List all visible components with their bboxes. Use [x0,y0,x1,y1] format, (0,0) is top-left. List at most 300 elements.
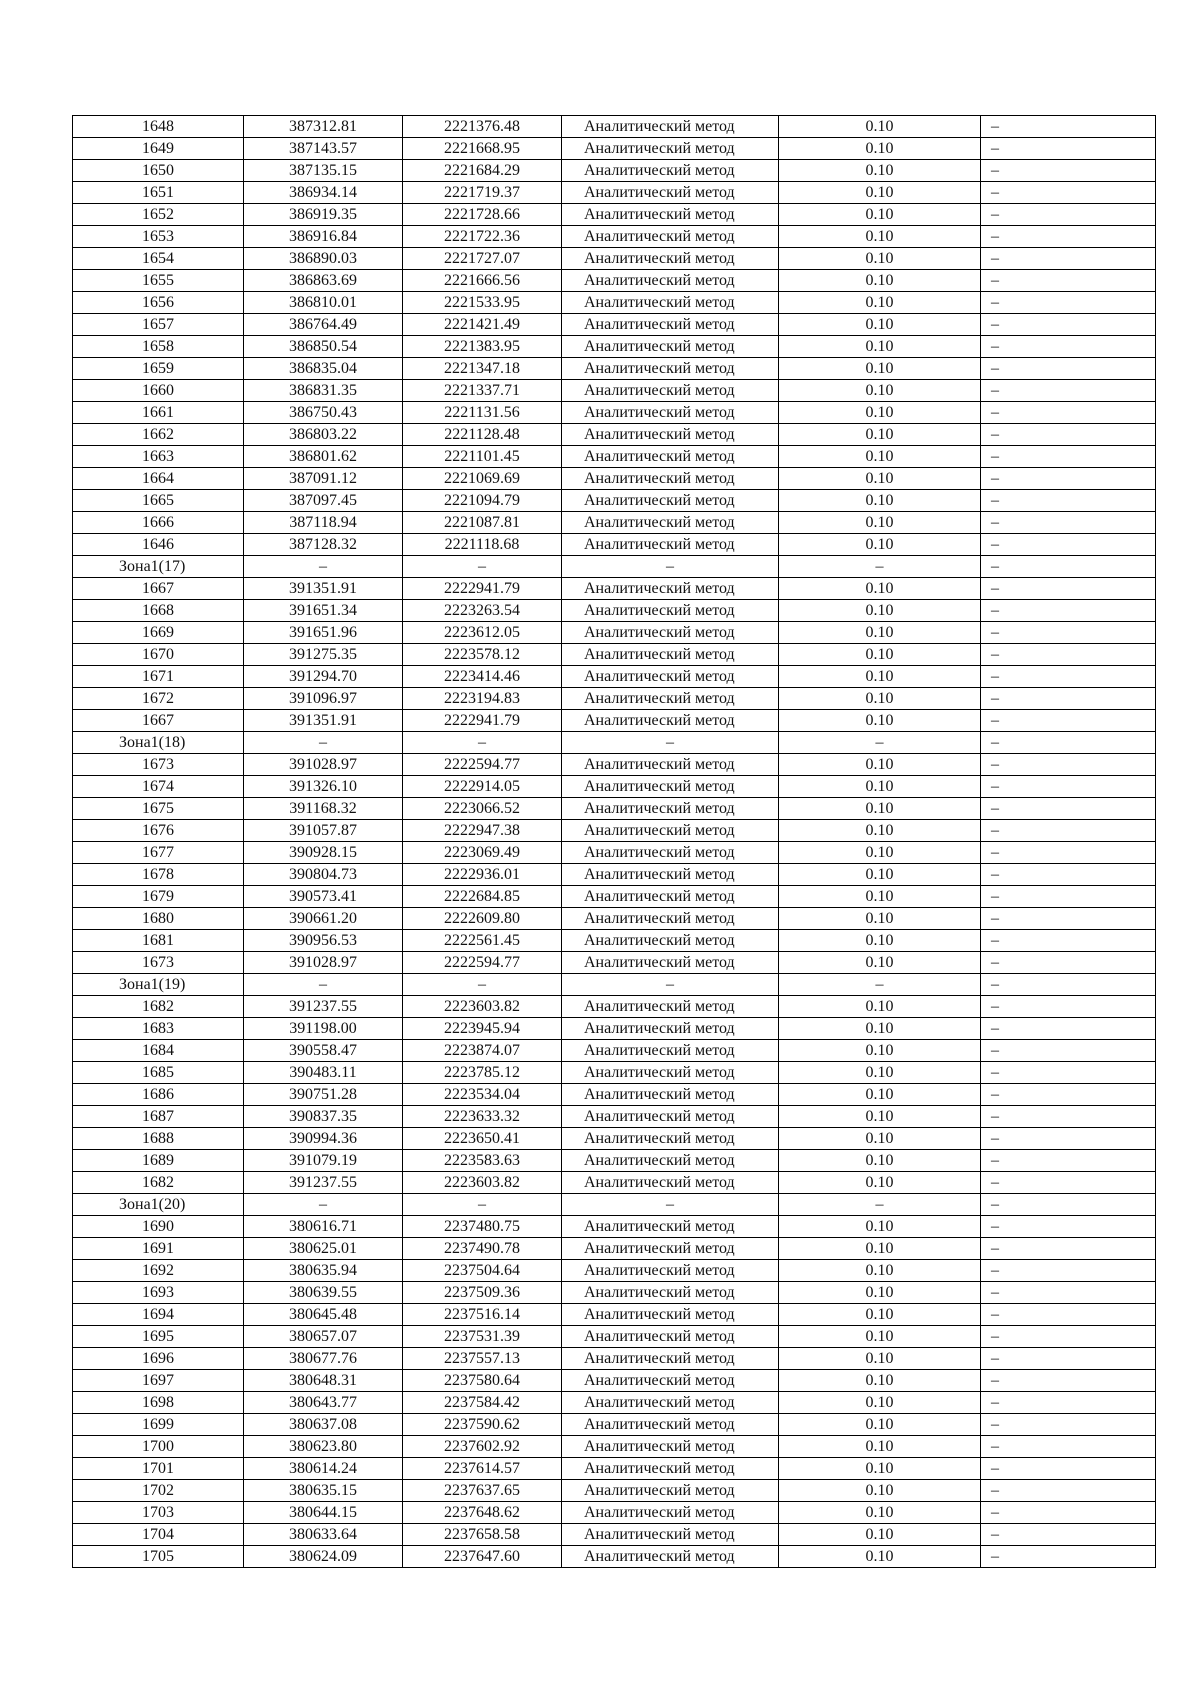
table-row [73,1546,1156,1568]
point-number-cell: 1658 [73,336,244,358]
table-row [73,666,1156,688]
point-number-cell: 1653 [73,226,244,248]
accuracy-cell: 0.10 [779,1524,981,1546]
x-coordinate-cell: 391057.87 [244,820,403,842]
accuracy-cell: 0.10 [779,1348,981,1370]
table-row [73,358,1156,380]
accuracy-cell: 0.10 [779,380,981,402]
note-cell: – [981,270,1156,292]
table-row [73,1018,1156,1040]
note-cell: – [981,776,1156,798]
method-cell: Аналитический метод [562,512,779,534]
table-row [73,1238,1156,1260]
method-cell: Аналитический метод [562,182,779,204]
y-coordinate-cell: 2221101.45 [403,446,562,468]
method-cell: Аналитический метод [562,1546,779,1568]
y-coordinate-cell: 2223578.12 [403,644,562,666]
point-number-cell: 1701 [73,1458,244,1480]
point-number-cell: 1673 [73,754,244,776]
point-number-cell: 1674 [73,776,244,798]
method-cell: Аналитический метод [562,776,779,798]
note-cell: – [981,952,1156,974]
point-number-cell: 1695 [73,1326,244,1348]
y-coordinate-cell: 2222561.45 [403,930,562,952]
x-coordinate-cell: 391096.97 [244,688,403,710]
accuracy-cell: – [779,1194,981,1216]
point-number-cell: 1652 [73,204,244,226]
zone-label-cell: Зона1(17) [73,556,244,578]
y-coordinate-cell: 2223650.41 [403,1128,562,1150]
table-row [73,116,1156,138]
accuracy-cell: 0.10 [779,248,981,270]
zone-header-row [73,1194,1156,1216]
method-cell: Аналитический метод [562,292,779,314]
y-coordinate-cell: 2237490.78 [403,1238,562,1260]
point-number-cell: 1662 [73,424,244,446]
accuracy-cell: 0.10 [779,908,981,930]
method-cell: Аналитический метод [562,402,779,424]
note-cell: – [981,446,1156,468]
note-cell: – [981,732,1156,754]
y-coordinate-cell: 2237509.36 [403,1282,562,1304]
note-cell: – [981,1150,1156,1172]
point-number-cell: 1650 [73,160,244,182]
point-number-cell: 1665 [73,490,244,512]
y-coordinate-cell: 2223069.49 [403,842,562,864]
zone-header-row [73,732,1156,754]
table-row [73,1062,1156,1084]
y-coordinate-cell: 2237648.62 [403,1502,562,1524]
method-cell: Аналитический метод [562,1458,779,1480]
method-cell: Аналитический метод [562,1436,779,1458]
method-cell: Аналитический метод [562,886,779,908]
point-number-cell: 1703 [73,1502,244,1524]
y-coordinate-cell: 2237580.64 [403,1370,562,1392]
method-cell: Аналитический метод [562,1106,779,1128]
point-number-cell: 1685 [73,1062,244,1084]
x-coordinate-cell: 386764.49 [244,314,403,336]
point-number-cell: 1672 [73,688,244,710]
table-row [73,402,1156,424]
note-cell: – [981,974,1156,996]
note-cell: – [981,138,1156,160]
accuracy-cell: 0.10 [779,1238,981,1260]
y-coordinate-cell: 2221087.81 [403,512,562,534]
note-cell: – [981,314,1156,336]
note-cell: – [981,336,1156,358]
method-cell: Аналитический метод [562,1392,779,1414]
point-number-cell: 1680 [73,908,244,930]
accuracy-cell: 0.10 [779,1106,981,1128]
accuracy-cell: 0.10 [779,358,981,380]
y-coordinate-cell: 2221722.36 [403,226,562,248]
point-number-cell: 1678 [73,864,244,886]
table-row [73,1216,1156,1238]
note-cell: – [981,1436,1156,1458]
y-coordinate-cell: 2237637.65 [403,1480,562,1502]
note-cell: – [981,622,1156,644]
x-coordinate-cell: 380635.15 [244,1480,403,1502]
method-cell: Аналитический метод [562,666,779,688]
x-coordinate-cell: 387097.45 [244,490,403,512]
y-coordinate-cell: 2223633.32 [403,1106,562,1128]
method-cell: Аналитический метод [562,688,779,710]
table-row [73,1436,1156,1458]
point-number-cell: 1676 [73,820,244,842]
x-coordinate-cell: 387143.57 [244,138,403,160]
x-coordinate-cell: 380616.71 [244,1216,403,1238]
point-number-cell: 1648 [73,116,244,138]
x-coordinate-cell: 380637.08 [244,1414,403,1436]
y-coordinate-cell: 2237590.62 [403,1414,562,1436]
table-row [73,1282,1156,1304]
point-number-cell: 1687 [73,1106,244,1128]
accuracy-cell: 0.10 [779,1414,981,1436]
method-cell: – [562,732,779,754]
accuracy-cell: 0.10 [779,226,981,248]
note-cell: – [981,1238,1156,1260]
method-cell: Аналитический метод [562,622,779,644]
point-number-cell: 1690 [73,1216,244,1238]
x-coordinate-cell: 386750.43 [244,402,403,424]
note-cell: – [981,842,1156,864]
note-cell: – [981,1106,1156,1128]
note-cell: – [981,1326,1156,1348]
note-cell: – [981,798,1156,820]
y-coordinate-cell: 2221383.95 [403,336,562,358]
x-coordinate-cell: 380624.09 [244,1546,403,1568]
y-coordinate-cell: 2237602.92 [403,1436,562,1458]
y-coordinate-cell: 2221069.69 [403,468,562,490]
x-coordinate-cell: 386916.84 [244,226,403,248]
accuracy-cell: 0.10 [779,622,981,644]
y-coordinate-cell: 2223534.04 [403,1084,562,1106]
accuracy-cell: 0.10 [779,710,981,732]
accuracy-cell: 0.10 [779,1018,981,1040]
table-row [73,204,1156,226]
accuracy-cell: 0.10 [779,1392,981,1414]
y-coordinate-cell: 2223263.54 [403,600,562,622]
x-coordinate-cell: 386863.69 [244,270,403,292]
point-number-cell: 1679 [73,886,244,908]
table-row [73,1172,1156,1194]
method-cell: Аналитический метод [562,864,779,886]
method-cell: Аналитический метод [562,600,779,622]
note-cell: – [981,1084,1156,1106]
y-coordinate-cell: – [403,974,562,996]
y-coordinate-cell: 2222947.38 [403,820,562,842]
x-coordinate-cell: 380635.94 [244,1260,403,1282]
note-cell: – [981,930,1156,952]
note-cell: – [981,1216,1156,1238]
table-row [73,1326,1156,1348]
table-row [73,1502,1156,1524]
point-number-cell: 1704 [73,1524,244,1546]
x-coordinate-cell: 386835.04 [244,358,403,380]
x-coordinate-cell: 390483.11 [244,1062,403,1084]
note-cell: – [981,908,1156,930]
note-cell: – [981,1480,1156,1502]
x-coordinate-cell: 390928.15 [244,842,403,864]
x-coordinate-cell: – [244,974,403,996]
y-coordinate-cell: 2221533.95 [403,292,562,314]
accuracy-cell: 0.10 [779,446,981,468]
note-cell: – [981,710,1156,732]
x-coordinate-cell: 391028.97 [244,754,403,776]
x-coordinate-cell: 380633.64 [244,1524,403,1546]
x-coordinate-cell: 386801.62 [244,446,403,468]
accuracy-cell: – [779,556,981,578]
x-coordinate-cell: 390573.41 [244,886,403,908]
note-cell: – [981,688,1156,710]
table-row [73,1370,1156,1392]
accuracy-cell: 0.10 [779,996,981,1018]
method-cell: Аналитический метод [562,468,779,490]
accuracy-cell: 0.10 [779,534,981,556]
point-number-cell: 1668 [73,600,244,622]
y-coordinate-cell: 2223194.83 [403,688,562,710]
method-cell: – [562,1194,779,1216]
table-row [73,1084,1156,1106]
x-coordinate-cell: 391294.70 [244,666,403,688]
method-cell: Аналитический метод [562,1502,779,1524]
x-coordinate-cell: 386803.22 [244,424,403,446]
method-cell: Аналитический метод [562,1480,779,1502]
accuracy-cell: – [779,732,981,754]
accuracy-cell: 0.10 [779,402,981,424]
y-coordinate-cell: 2221131.56 [403,402,562,424]
table-row [73,1128,1156,1150]
table-row [73,886,1156,908]
note-cell: – [981,424,1156,446]
y-coordinate-cell: 2237480.75 [403,1216,562,1238]
x-coordinate-cell: 386934.14 [244,182,403,204]
note-cell: – [981,1348,1156,1370]
point-number-cell: 1688 [73,1128,244,1150]
note-cell: – [981,534,1156,556]
method-cell: Аналитический метод [562,1282,779,1304]
y-coordinate-cell: 2223583.63 [403,1150,562,1172]
method-cell: Аналитический метод [562,578,779,600]
method-cell: Аналитический метод [562,424,779,446]
y-coordinate-cell: 2221668.95 [403,138,562,160]
method-cell: Аналитический метод [562,1084,779,1106]
point-number-cell: 1677 [73,842,244,864]
point-number-cell: 1692 [73,1260,244,1282]
y-coordinate-cell: 2221118.68 [403,534,562,556]
x-coordinate-cell: 387091.12 [244,468,403,490]
point-number-cell: 1661 [73,402,244,424]
method-cell: Аналитический метод [562,380,779,402]
x-coordinate-cell: – [244,1194,403,1216]
x-coordinate-cell: 380657.07 [244,1326,403,1348]
method-cell: Аналитический метод [562,996,779,1018]
accuracy-cell: 0.10 [779,1458,981,1480]
note-cell: – [981,160,1156,182]
method-cell: Аналитический метод [562,1216,779,1238]
x-coordinate-cell: 387128.32 [244,534,403,556]
table-row [73,182,1156,204]
accuracy-cell: 0.10 [779,1216,981,1238]
y-coordinate-cell: 2222609.80 [403,908,562,930]
y-coordinate-cell: 2237531.39 [403,1326,562,1348]
point-number-cell: 1696 [73,1348,244,1370]
y-coordinate-cell: 2221684.29 [403,160,562,182]
method-cell: Аналитический метод [562,820,779,842]
table-row [73,1040,1156,1062]
note-cell: – [981,1304,1156,1326]
note-cell: – [981,182,1156,204]
accuracy-cell: 0.10 [779,138,981,160]
table-row [73,468,1156,490]
point-number-cell: 1686 [73,1084,244,1106]
accuracy-cell: 0.10 [779,776,981,798]
accuracy-cell: 0.10 [779,1040,981,1062]
method-cell: Аналитический метод [562,1414,779,1436]
accuracy-cell: 0.10 [779,1150,981,1172]
note-cell: – [981,226,1156,248]
point-number-cell: 1682 [73,1172,244,1194]
point-number-cell: 1657 [73,314,244,336]
method-cell: Аналитический метод [562,1260,779,1282]
method-cell: Аналитический метод [562,490,779,512]
y-coordinate-cell: 2222594.77 [403,754,562,776]
zone-label-cell: Зона1(20) [73,1194,244,1216]
accuracy-cell: 0.10 [779,314,981,336]
note-cell: – [981,1414,1156,1436]
x-coordinate-cell: 390558.47 [244,1040,403,1062]
table-row [73,292,1156,314]
x-coordinate-cell: 380623.80 [244,1436,403,1458]
accuracy-cell: 0.10 [779,182,981,204]
accuracy-cell: 0.10 [779,886,981,908]
method-cell: Аналитический метод [562,710,779,732]
accuracy-cell: 0.10 [779,204,981,226]
method-cell: – [562,556,779,578]
table-row [73,952,1156,974]
table-row [73,1260,1156,1282]
note-cell: – [981,248,1156,270]
method-cell: Аналитический метод [562,644,779,666]
y-coordinate-cell: 2223066.52 [403,798,562,820]
table-row [73,622,1156,644]
point-number-cell: 1699 [73,1414,244,1436]
note-cell: – [981,666,1156,688]
accuracy-cell: 0.10 [779,842,981,864]
table-row [73,534,1156,556]
note-cell: – [981,468,1156,490]
note-cell: – [981,600,1156,622]
x-coordinate-cell: 391651.34 [244,600,403,622]
note-cell: – [981,1546,1156,1568]
x-coordinate-cell: 380625.01 [244,1238,403,1260]
note-cell: – [981,644,1156,666]
method-cell: Аналитический метод [562,204,779,226]
accuracy-cell: 0.10 [779,1502,981,1524]
table-row [73,820,1156,842]
y-coordinate-cell: – [403,556,562,578]
method-cell: Аналитический метод [562,952,779,974]
note-cell: – [981,754,1156,776]
y-coordinate-cell: 2221719.37 [403,182,562,204]
y-coordinate-cell: 2237584.42 [403,1392,562,1414]
note-cell: – [981,1524,1156,1546]
point-number-cell: 1664 [73,468,244,490]
y-coordinate-cell: 2223603.82 [403,996,562,1018]
accuracy-cell: 0.10 [779,1062,981,1084]
note-cell: – [981,578,1156,600]
accuracy-cell: 0.10 [779,292,981,314]
method-cell: Аналитический метод [562,798,779,820]
x-coordinate-cell: 390837.35 [244,1106,403,1128]
note-cell: – [981,512,1156,534]
point-number-cell: 1667 [73,578,244,600]
y-coordinate-cell: 2221128.48 [403,424,562,446]
point-number-cell: 1649 [73,138,244,160]
note-cell: – [981,116,1156,138]
method-cell: – [562,974,779,996]
y-coordinate-cell: 2237504.64 [403,1260,562,1282]
accuracy-cell: 0.10 [779,424,981,446]
accuracy-cell: 0.10 [779,798,981,820]
table-row [73,314,1156,336]
note-cell: – [981,402,1156,424]
accuracy-cell: 0.10 [779,270,981,292]
table-body [73,116,1156,1568]
table-row [73,336,1156,358]
table-row [73,270,1156,292]
x-coordinate-cell: 390661.20 [244,908,403,930]
point-number-cell: 1673 [73,952,244,974]
method-cell: Аналитический метод [562,1062,779,1084]
table-row [73,490,1156,512]
method-cell: Аналитический метод [562,1326,779,1348]
accuracy-cell: 0.10 [779,512,981,534]
accuracy-cell: 0.10 [779,930,981,952]
method-cell: Аналитический метод [562,930,779,952]
table-row [73,930,1156,952]
accuracy-cell: 0.10 [779,754,981,776]
y-coordinate-cell: 2237614.57 [403,1458,562,1480]
y-coordinate-cell: 2223785.12 [403,1062,562,1084]
accuracy-cell: 0.10 [779,864,981,886]
table-row [73,1414,1156,1436]
accuracy-cell: 0.10 [779,336,981,358]
point-number-cell: 1684 [73,1040,244,1062]
note-cell: – [981,820,1156,842]
x-coordinate-cell: 390804.73 [244,864,403,886]
method-cell: Аналитический метод [562,314,779,336]
method-cell: Аналитический метод [562,1348,779,1370]
accuracy-cell: 0.10 [779,820,981,842]
table-row [73,446,1156,468]
point-number-cell: 1698 [73,1392,244,1414]
x-coordinate-cell: 386831.35 [244,380,403,402]
y-coordinate-cell: 2221421.49 [403,314,562,336]
x-coordinate-cell: 390994.36 [244,1128,403,1150]
accuracy-cell: 0.10 [779,1480,981,1502]
x-coordinate-cell: 391198.00 [244,1018,403,1040]
table-row [73,864,1156,886]
method-cell: Аналитический метод [562,1150,779,1172]
accuracy-cell: 0.10 [779,490,981,512]
x-coordinate-cell: 391326.10 [244,776,403,798]
x-coordinate-cell: 380639.55 [244,1282,403,1304]
y-coordinate-cell: 2237647.60 [403,1546,562,1568]
point-number-cell: 1670 [73,644,244,666]
x-coordinate-cell: 391351.91 [244,578,403,600]
y-coordinate-cell: 2223603.82 [403,1172,562,1194]
